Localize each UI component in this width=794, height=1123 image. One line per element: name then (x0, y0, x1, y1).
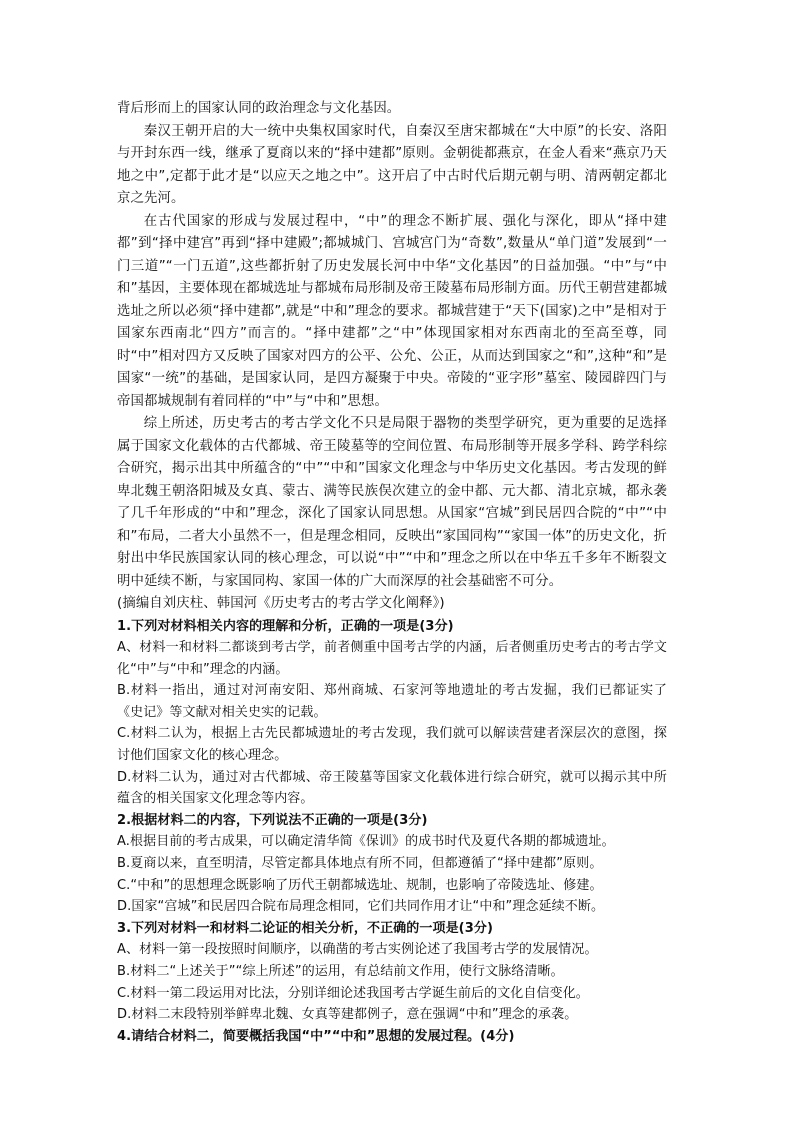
passage-paragraph-3: 综上所述，历史考古的考古学文化不只是局限于器物的类型学研究，更为重要的足选择属于国家文化载体的古代都城、帝王陵墓等的空间位置、布局形制等开展多学科、跨学科综合研究，揭示出其中所蕴含的“中”“中和”国家文化理念与中华历史文化基因。考古发现的鲜卑北魏王朝洛阳城及女真、蒙古、满等民族俣次建立的金中都、元大都、清北京城，都永袭了几千年形成的“中和”理念，深化了国家认同思想。从国家“宫城”到民居四合院的“中”“中和”布局，二者大小虽然不一，但是理念相同，反映出“家国同构”“家国一体”的历史文化，折射出中华民族国家认同的核心理念，可以说“中”“中和”理念之所以在中华五千多年不断裂文明中延续不断，与家国同构、家国一体的广大而深厚的社会基础密不可分。 (117, 416, 667, 589)
question-2-option-a: A.根据目前的考古成果，可以确定清华简《保训》的成书时代及夏代各期的都城遗址。 (117, 834, 615, 850)
question-3-option-d: D.材料二末段特别举鲜卑北魏、女真等建都例子，意在强调“中和”理念的承袭。 (117, 1007, 578, 1023)
passage-paragraph-1: 秦汉王朝开启的大一统中央集权国家时代，自秦汉至唐宋都城在“大中原”的长安、洛阳与开封东西一线，继承了夏商以来的“择中建都”原则。金朝徙都燕京，在金人看来“燕京乃天地之中”,定都于此才是“以应天之地之中”。这开启了中古时代后期元朝与明、清两朝定都北京之先河。 (117, 123, 667, 206)
question-1-option-b: B.材料一指出，通过对河南安阳、郑州商城、石家河等地遗址的考古发掘，我们已都证实了《史记》等文献对相关史实的记载。 (117, 683, 667, 720)
question-4-stem: 4.请结合材料二，简要概括我国“中”“中和”思想的发展过程。(4分) (117, 1028, 515, 1044)
question-1-option-a: A、材料一和材料二都谈到考古学，前者侧重中国考古学的内涵，后者侧重历史考古的考古学文化“中”与“中和”理念的内涵。 (117, 640, 667, 677)
passage-paragraph-2: 在古代国家的形成与发展过程中，“中”的理念不断扩展、强化与深化，即从“择中建都”到“择中建宫”再到“择中建殿”;都城城门、宫城宫门为“奇数”,数量从“单门道”发展到“一门三道”“一门五道”,这些都折射了历史发展长河中中华“文化基因”的日益加强。“中”与“中和”基因，主要体现在都城选址与都城布局形制及帝王陵墓布局形制方面。历代王朝营建都城选址之所以必须“择中建都”,就是“中和”理念的要求。都城营建于“天下(国家)之中”是相对于国家东西南北“四方”而言的。“择中建都”之“中”体现国家相对东西南北的至高至尊，同时“中”相对四方又反映了国家对四方的公平、公允、公正，从而达到国家之“和”,这种“和”是国家“一统”的基础，是国家认同，是四方凝聚于中央。帝陵的“亚字形”墓室、陵园辟四门与帝国都城规制有着同样的“中”与“中和”思想。 (117, 213, 667, 409)
question-2-stem: 2.根据材料二的内容，下列说法不正确的一项是(3分) (117, 812, 428, 828)
question-3-stem: 3.下列对材料一和材料二论证的相关分析，不正确的一项是(3分) (117, 920, 494, 936)
question-1-stem: 1.下列对材料相关内容的理解和分析，正确的一项是(3分) (117, 618, 454, 634)
question-2-option-b: B.夏商以来，直至明清，尽管定都具体地点有所不同，但都遵循了“择中建都”原则。 (117, 856, 603, 872)
question-2-option-c: C.“中和”的思想理念既影响了历代王朝都城选址、规制，也影响了帝陵选址、修建。 (117, 877, 603, 893)
question-1-option-c: C.材料二认为，根据上古先民都城遗址的考古发现，我们就可以解读营建者深层次的意图，探讨他们国家文化的核心理念。 (117, 726, 667, 764)
passage-source: (摘编自刘庆柱、韩国河《历史考古的考古学文化阐释》) (117, 596, 445, 611)
question-3-option-b: B.材料二“上述关于”“综上所述”的运用，有总结前文作用，使行文脉络清晰。 (117, 964, 564, 979)
passage-paragraph-0: 背后形而上的国家认同的政治理念与文化基因。 (117, 101, 401, 116)
question-3-option-c: C.材料一第二段运用对比法，分别详细论述我国考古学诞生前后的文化自信变化。 (117, 985, 589, 1001)
question-1-option-d: D.材料二认为，通过对古代都城、帝王陵墓等国家文化载体进行综合研究，就可以揭示其中所蕴含的相关国家文化理念等内容。 (117, 769, 667, 807)
question-2-option-d: D.国家“宫城”和民居四合院布局理念相同，它们共同作用才让“中和”理念延续不断。 (117, 899, 605, 915)
document-body (117, 98, 667, 1047)
question-3-option-a: A、材料一第一段按照时间顺序，以确凿的考古实例论述了我国考古学的发展情况。 (117, 942, 598, 958)
